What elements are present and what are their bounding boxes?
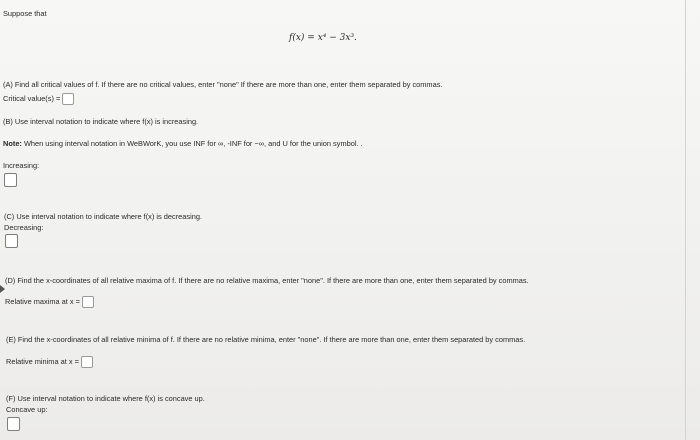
part-e-answer-label: Relative minima at x = [6,356,79,366]
increasing-input[interactable] [4,173,17,187]
part-c-answer-label: Decreasing: [4,223,44,232]
part-b-answer-label: Increasing: [3,161,40,170]
decreasing-input[interactable] [5,234,18,248]
note-text: When using interval notation in WeBWorK, you use INF for ∞, -INF for −∞, and U for the union symbol. . [21,139,363,148]
function-formula: f(x) = x⁴ − 3x³. [289,33,357,43]
page-edge-divider [685,0,686,440]
part-e-answer-row [6,356,93,368]
part-d-question: (D) Find the x-coordinates of all relative maxima of f. If there are no relative maxima, enter "none". If there are more than one, enter them separated by commas. [5,276,529,285]
intro-text: Suppose that [3,9,47,18]
relative-minima-input[interactable] [81,356,93,368]
part-c-question: (C) Use interval notation to indicate where f(x) is decreasing. [4,212,202,221]
part-b-note [3,139,363,149]
part-f-answer-label: Concave up: [6,405,48,414]
critical-values-input[interactable] [62,93,74,105]
part-b-question: (B) Use interval notation to indicate where f(x) is increasing. [3,117,199,126]
part-a-question: (A) Find all critical values of f. If there are no critical values, enter "none" If there are more than one, enter them separated by commas. [3,80,443,89]
concave-up-input[interactable] [7,417,20,431]
part-f-question: (F) Use interval notation to indicate where f(x) is concave up. [6,394,205,403]
part-d-answer-row [5,296,94,308]
current-part-marker-icon [0,285,5,293]
part-a-answer-label: Critical value(s) = [3,93,61,103]
note-label: Note: [3,139,22,148]
part-a-answer-row [3,93,74,105]
relative-maxima-input[interactable] [82,296,94,308]
part-e-question: (E) Find the x-coordinates of all relative minima of f. If there are no relative minima, enter "none". If there are more than one, enter them separated by commas. [6,335,526,344]
part-d-answer-label: Relative maxima at x = [5,296,80,306]
